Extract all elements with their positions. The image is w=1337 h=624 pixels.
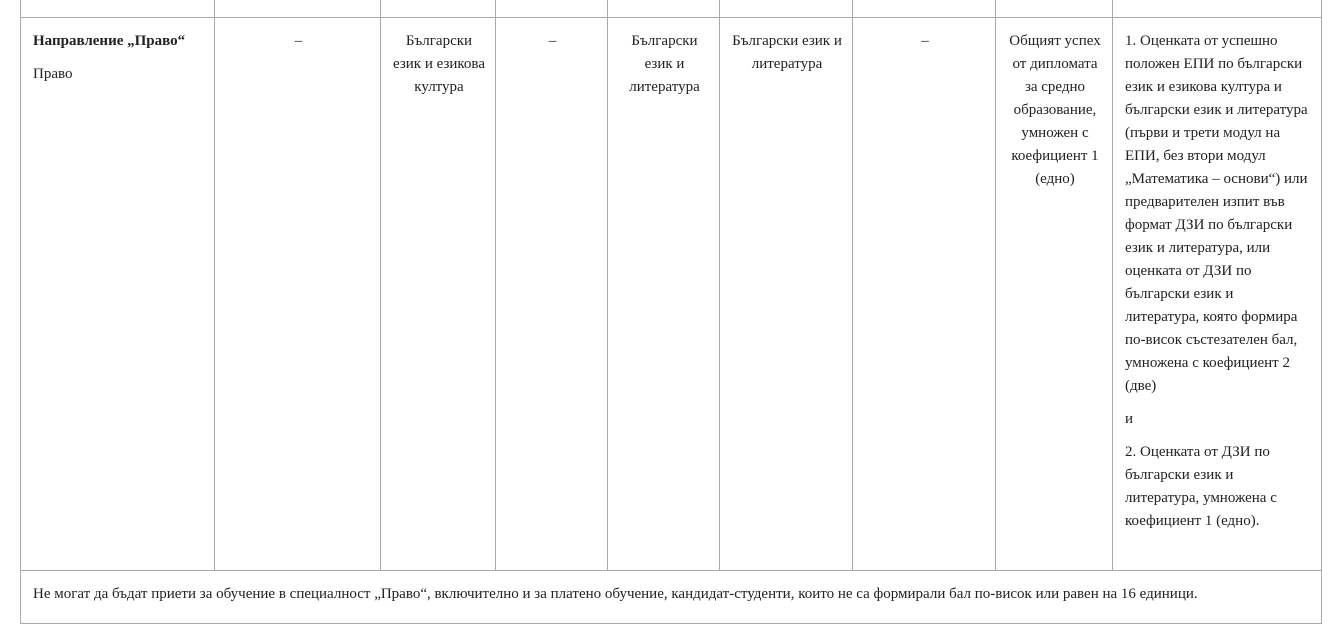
direction-title: Направление „Право“: [33, 33, 186, 49]
admission-table: [20, 0, 1322, 624]
table-cell: [215, 18, 381, 571]
cell-text: Общият успех от дипломата за средно образование, умножен с коефициент 1 (едно): [1009, 33, 1101, 187]
cell-text: –: [548, 33, 557, 49]
direction-cell: [21, 18, 215, 571]
table-row-note: [21, 571, 1322, 624]
table-cell: [21, 0, 215, 18]
table-cell: [608, 0, 720, 18]
note-cell: [21, 571, 1322, 624]
table-cell: [720, 0, 853, 18]
specialty-name: Право: [33, 66, 73, 82]
formula-cell: [1113, 18, 1322, 571]
table-cell: [496, 18, 608, 571]
note-text: Не могат да бъдат приети за обучение в специалност „Право“, включително и за платено обучение, кандидат-студенти, които не са формирали бал по-висок или равен на 16 единици.: [33, 586, 1198, 602]
table-cell: [996, 18, 1113, 571]
table-cell: [1113, 0, 1322, 18]
table-cell: [215, 0, 381, 18]
table-cell: [381, 0, 496, 18]
table-cell: [720, 18, 853, 571]
table-cell: [381, 18, 496, 571]
cell-text: –: [294, 33, 303, 49]
table-cell: [608, 18, 720, 571]
table-cell: [496, 0, 608, 18]
table-row-previous: [21, 0, 1322, 18]
cell-text: Български език и езикова култура: [393, 33, 485, 95]
formula-item-2: 2. Оценката от ДЗИ по български език и литература, умножена с коефициент 1 (едно).: [1125, 444, 1277, 529]
cell-text: Български език и литература: [732, 33, 842, 72]
table-cell: [996, 0, 1113, 18]
formula-conjunction: и: [1125, 411, 1134, 427]
table-cell: [853, 18, 996, 571]
table-cell: [853, 0, 996, 18]
cell-text: Български език и литература: [629, 33, 700, 95]
cell-text: –: [921, 33, 929, 49]
table-row-law: [21, 18, 1322, 571]
formula-item-1: 1. Оценката от успешно положен ЕПИ по български език и езикова култура и български език и литература (първи и трети модул на ЕПИ, без втори модул „Математика – основи“) или предварителен изпит във формат ДЗИ по български език и литература, или оценката от ДЗИ по български език и литература, която формира по-висок състезателен бал, умножена с коефициент 2 (две): [1125, 33, 1308, 394]
